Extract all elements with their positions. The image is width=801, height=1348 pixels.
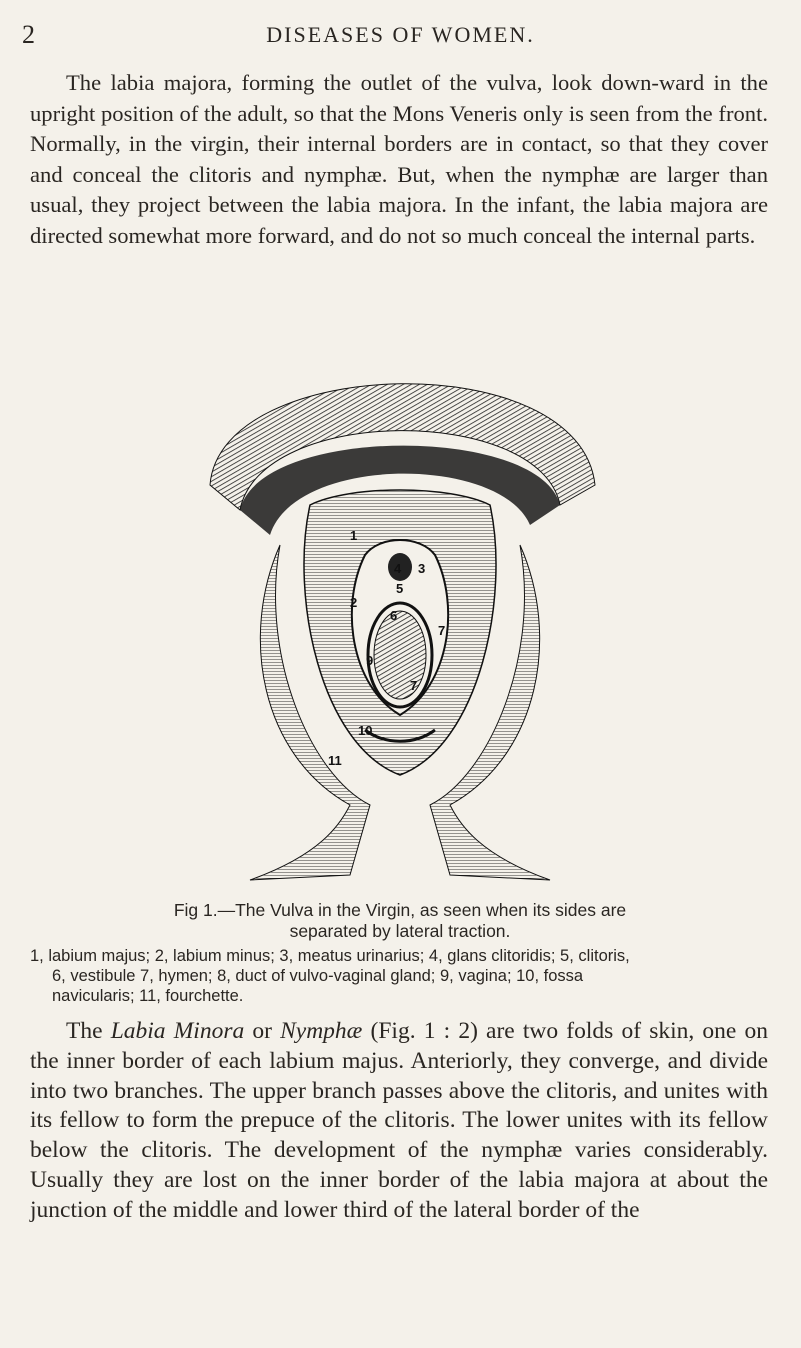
caption-line-2: separated by lateral traction. [289,921,511,941]
term-labia-minora: Labia Minora [110,1018,245,1044]
figure-label-1: 1 [350,528,358,543]
paragraph-lead: The [66,1018,111,1044]
figure-caption [120,900,680,942]
legend-line-3: navicularis; 11, fourchette. [52,987,244,1005]
legend-line-2: 6, vestibule 7, hymen; 8, duct of vulvo-vaginal gland; 9, vagina; 10, fossa [52,967,584,985]
figure-label-9: 9 [366,653,374,668]
figure-label-4: 4 [394,561,402,576]
legend-line-1: 1, labium majus; 2, labium minus; 3, meatus urinarius; 4, glans clitoridis; 5, clitoris, [30,947,630,965]
figure-label-3: 3 [418,561,426,576]
figure-label-7: 7 [438,623,446,638]
paragraph-rest: (Fig. 1 : 2) are two folds of skin, one on the inner border of each labium majus. Anteriorly, they converge, and divide into two branches. The upper branch passes above the clitoris, and unites with its fellow to form the prepuce of the clitoris. The lower unites with its fellow below the clitoris. The development of the nymphæ varies considerably. Usually they are lost on the inner border of the labia majora at about the junction of the middle and lower third of the lateral border of the [30,1018,768,1223]
vaginal-opening [374,611,426,699]
paragraph-or: or [244,1018,281,1044]
figure-legend [30,946,770,1006]
figure-label-5: 5 [396,581,404,596]
figure-label-11: 11 [328,753,342,768]
figure-label-7b: 7 [410,678,418,693]
term-nymphae: Nymphæ [280,1018,363,1044]
figure-label-2: 2 [350,595,358,610]
page-number: 2 [22,20,35,49]
vulva-illustration [200,335,600,890]
caption-line-1: Fig 1.—The Vulva in the Virgin, as seen when its sides are [173,900,627,920]
bottom-paragraph [30,1017,768,1226]
figure-label-6: 6 [390,608,398,623]
figure-label-10: 10 [358,723,373,738]
top-paragraph: The labia majora, forming the outlet of the vulva, look down-ward in the upright position of the adult, so that the Mons Veneris only is seen from the front. Normally, in the virgin, their internal borders are in contact, so that they cover and conceal the clitoris and nymphæ. But, when the nymphæ are larger than usual, they project between the labia majora. In the infant, the labia majora are directed somewhat more forward, and do not so much conceal the internal parts. [30,70,768,248]
running-head: DISEASES OF WOMEN. [266,22,535,47]
